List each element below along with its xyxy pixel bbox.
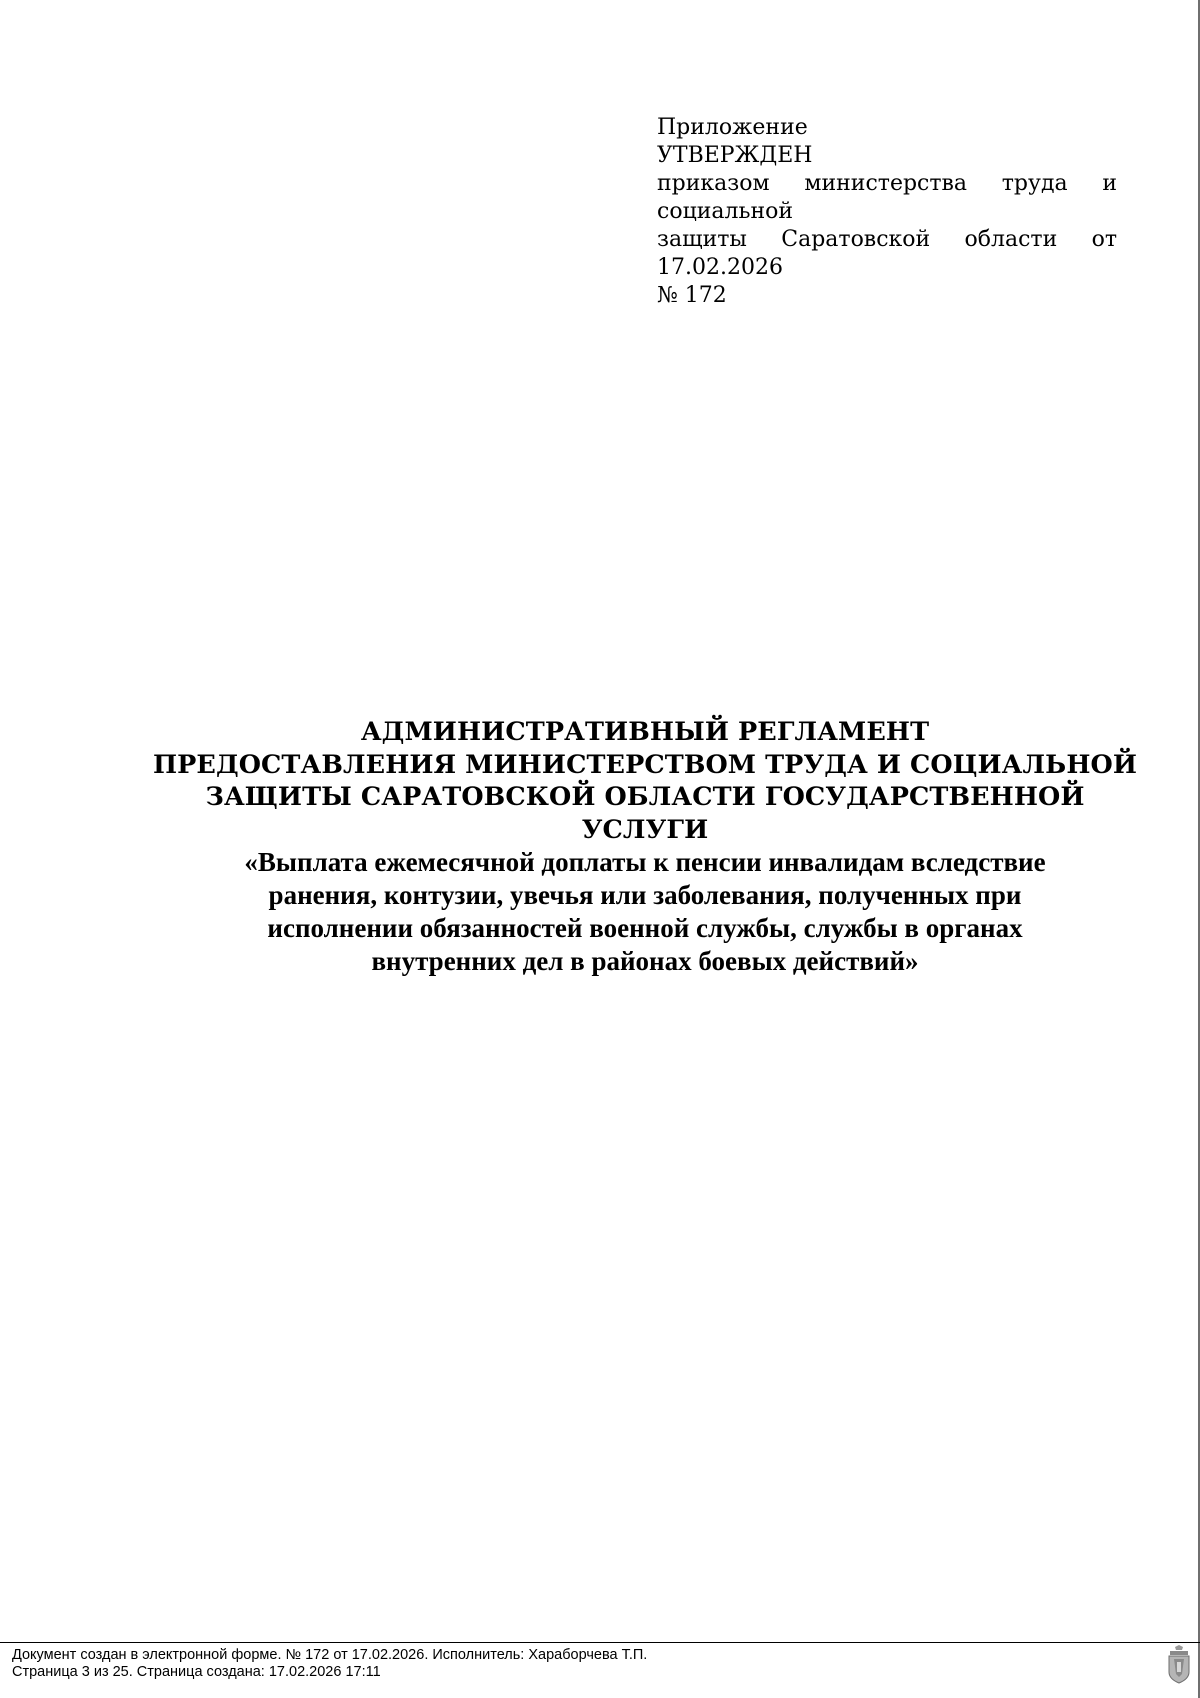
document-footer (12, 1647, 647, 1681)
service-name-line: «Выплата ежемесячной доплаты к пенсии инвалидам вследствие (244, 847, 1046, 877)
title-line: ПРЕДОСТАВЛЕНИЯ МИНИСТЕРСТВОМ ТРУДА И СОЦИАЛЬНОЙ (152, 749, 1138, 780)
service-name-line: исполнении обязанностей военной службы, службы в органах (267, 913, 1023, 943)
service-name-line: ранения, контузии, увечья или заболевания, полученных при (268, 880, 1022, 910)
approval-block (657, 114, 1117, 310)
title-line: ЗАЩИТЫ САРАТОВСКОЙ ОБЛАСТИ ГОСУДАРСТВЕННОЙ (205, 782, 1085, 812)
service-name-line: внутренних дел в районах боевых действий» (371, 946, 919, 976)
approval-line-ministry-date: защиты Саратовской области от 17.02.2026 (657, 227, 1117, 280)
footer-page-info: Страница 3 из 25. Страница создана: 17.02.2026 17:11 (12, 1664, 381, 1680)
footer-divider (0, 1642, 1200, 1643)
approval-line-appendix: Приложение (657, 115, 808, 140)
approval-line-approved: УТВЕРЖДЕН (657, 143, 813, 168)
coat-of-arms-icon (1166, 1644, 1192, 1684)
approval-line-order: приказом министерства труда и социальной (657, 171, 1117, 224)
title-line: АДМИНИСТРАТИВНЫЙ РЕГЛАМЕНТ (360, 717, 930, 747)
approval-line-number: № 172 (657, 283, 727, 308)
title-line: УСЛУГИ (581, 814, 709, 845)
footer-document-info: Документ создан в электронной форме. № 172 от 17.02.2026. Исполнитель: Хараборчева Т.П. (12, 1647, 648, 1663)
document-title (150, 716, 1140, 978)
